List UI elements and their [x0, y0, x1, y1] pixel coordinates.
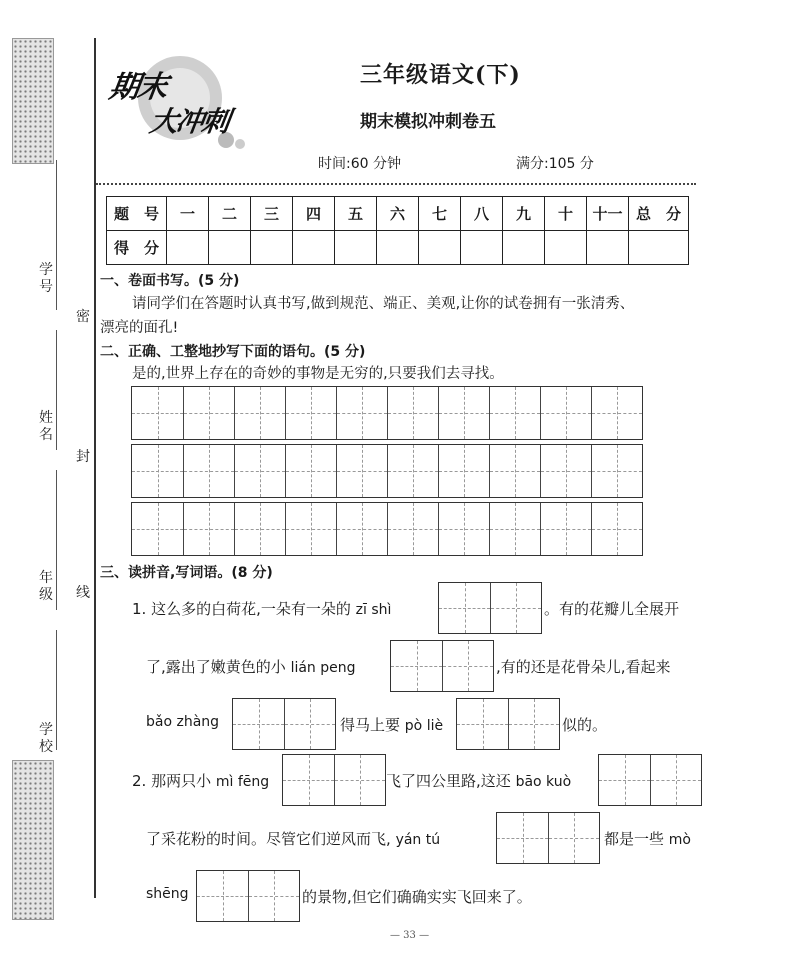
pinyin-yan-tu: yán tú: [395, 832, 441, 848]
score-col: 六: [377, 197, 419, 231]
score-col: 二: [209, 197, 251, 231]
pinyin-zi-shi: zī shì: [355, 602, 392, 618]
q2-text-e: 的景物,但它们确确实实飞回来了。: [302, 888, 532, 906]
page-subtitle: 期末模拟冲刺卷五: [360, 112, 496, 132]
section1-text-line2: 漂亮的面孔!: [100, 320, 179, 336]
logo-text-dachongci: 大冲刺: [147, 105, 231, 138]
score-cell[interactable]: [587, 231, 629, 265]
pinyin-mo: mò: [668, 832, 691, 848]
decorative-strip-bottom: [12, 760, 54, 920]
answer-box-po-lie[interactable]: [456, 698, 560, 750]
score-col: 五: [335, 197, 377, 231]
pinyin-sheng: shēng: [146, 886, 189, 902]
score-col: 八: [461, 197, 503, 231]
school-rule: [56, 630, 57, 750]
pinyin-lian-peng: lián peng: [290, 660, 356, 676]
logo-text-qimo: 期末: [107, 70, 168, 105]
page-number: — 33 —: [390, 930, 430, 941]
q2-text-d: 都是一些: [604, 830, 665, 848]
q2-line1-text: [132, 770, 269, 791]
section2-heading: 二、正确、工整地抄写下面的语句。(5 分): [100, 344, 366, 360]
q1-line1-text: [132, 598, 391, 619]
score-cell[interactable]: [503, 231, 545, 265]
score-cell[interactable]: [209, 231, 251, 265]
score-col: 七: [419, 197, 461, 231]
pinyin-bao-zhang: bǎo zhàng: [146, 714, 220, 730]
score-table: [106, 196, 689, 265]
dotted-divider: [96, 183, 696, 185]
q1-text-c: 了,露出了嫩黄色的小: [146, 658, 286, 676]
q1-text-f: 似的。: [562, 716, 608, 734]
student-id-rule: [56, 160, 57, 310]
q2-text-b: 飞了四公里路,这还: [386, 772, 511, 790]
score-cell[interactable]: [335, 231, 377, 265]
score-cell[interactable]: [377, 231, 419, 265]
answer-box-bao-kuo[interactable]: [598, 754, 702, 806]
pinyin-mi-feng: mì fēng: [215, 774, 270, 790]
q1-line2-text: [146, 656, 356, 677]
exam-time: 时间:60 分钟: [318, 156, 401, 172]
name-rule: [56, 330, 57, 450]
score-cell[interactable]: [419, 231, 461, 265]
q1-line3-text: [340, 714, 443, 735]
answer-box-mo-sheng[interactable]: [196, 870, 300, 922]
score-col: 十: [545, 197, 587, 231]
binding-line: [94, 38, 96, 898]
q2-line1b-text: [386, 770, 571, 791]
score-table-score-row: [107, 231, 689, 265]
seal-char-xian: 线: [76, 585, 90, 601]
score-col: 一: [167, 197, 209, 231]
score-table-header-row: [107, 197, 689, 231]
q1-text-e: 得马上要: [340, 716, 401, 734]
q2-line2-text: [146, 828, 440, 849]
score-col-total: 总 分: [629, 197, 689, 231]
label-grade: 年级: [39, 570, 53, 603]
answer-box-bao-zhang[interactable]: [232, 698, 336, 750]
score-cell[interactable]: [167, 231, 209, 265]
q2-text-c: 了采花粉的时间。尽管它们逆风而飞,: [146, 830, 391, 848]
writing-grid-row-1[interactable]: [131, 386, 643, 440]
label-name: 姓名: [39, 410, 53, 443]
pinyin-po-lie: pò liè: [404, 718, 444, 734]
q1-text-d: ,有的还是花骨朵儿,看起来: [496, 658, 671, 676]
writing-grid-row-3[interactable]: [131, 502, 643, 556]
score-col: 四: [293, 197, 335, 231]
score-cell-total[interactable]: [629, 231, 689, 265]
answer-box-zi-shi[interactable]: [438, 582, 542, 634]
score-col: 三: [251, 197, 293, 231]
score-cell[interactable]: [461, 231, 503, 265]
section3-heading: 三、读拼音,写词语。(8 分): [100, 565, 273, 581]
grade-rule: [56, 470, 57, 610]
score-cell[interactable]: [293, 231, 335, 265]
answer-box-yan-tu[interactable]: [496, 812, 600, 864]
label-school: 学校: [39, 722, 53, 755]
label-student-id: 学号: [39, 262, 53, 295]
section1-text-line1: 请同学们在答题时认真书写,做到规范、端正、美观,让你的试卷拥有一张清秀、: [132, 296, 635, 312]
q2-text-a: 2. 那两只小: [132, 772, 212, 790]
score-col: 九: [503, 197, 545, 231]
score-cell[interactable]: [251, 231, 293, 265]
section2-sentence: 是的,世界上存在的奇妙的事物是无穷的,只要我们去寻找。: [132, 366, 504, 382]
q1-text-b: 。有的花瓣儿全展开: [544, 600, 680, 618]
exam-full-score: 满分:105 分: [516, 156, 594, 172]
q2-line2b-text: [604, 828, 691, 849]
q1-text-a: 1. 这么多的白荷花,一朵有一朵的: [132, 600, 351, 618]
seal-char-feng: 封: [76, 449, 90, 465]
score-col: 十一: [587, 197, 629, 231]
seal-char-mi: 密: [76, 309, 90, 325]
pinyin-bao-kuo: bāo kuò: [515, 774, 572, 790]
decorative-strip-top: [12, 38, 54, 164]
score-header-label: 题 号: [107, 197, 167, 231]
writing-grid-row-2[interactable]: [131, 444, 643, 498]
section1-heading: 一、卷面书写。(5 分): [100, 273, 240, 289]
answer-box-mi-feng[interactable]: [282, 754, 386, 806]
score-row-label: 得 分: [107, 231, 167, 265]
answer-box-lian-peng[interactable]: [390, 640, 494, 692]
score-cell[interactable]: [545, 231, 587, 265]
page-title: 三年级语文(下): [360, 62, 521, 88]
